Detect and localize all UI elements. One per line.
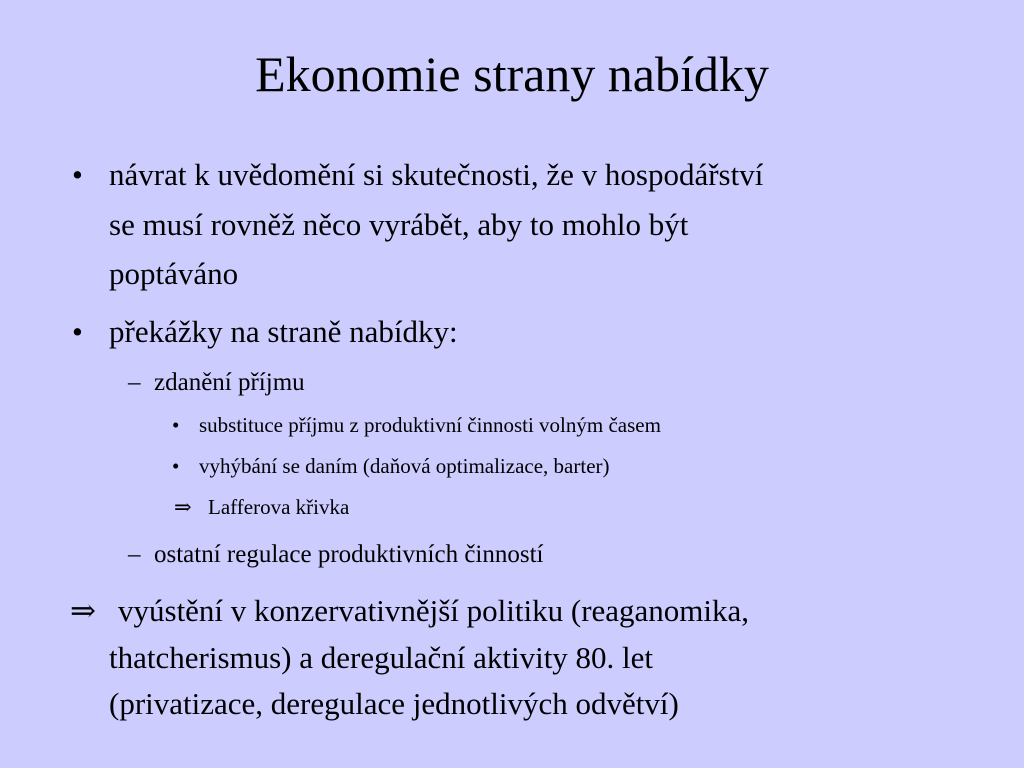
list-item-line: se musí rovněž něco vyrábět, aby to mohlo být xyxy=(109,207,689,242)
list-item-line: vyhýbání se daním (daňová optimalizace, barter) xyxy=(199,454,610,478)
list-item-line: substituce příjmu z produktivní činnosti volným časem xyxy=(199,413,661,437)
dash-icon: – xyxy=(128,369,141,396)
list-item-line: návrat k uvědomění si skutečnosti, že v hospodářství xyxy=(109,157,764,192)
list-item-line: poptáváno xyxy=(109,256,239,291)
list-item-line: překážky na straně nabídky: xyxy=(109,314,458,349)
bullet-icon: • xyxy=(72,314,83,349)
bullet-icon: • xyxy=(72,157,83,192)
bullet-icon: • xyxy=(172,413,180,437)
list-item-line: ostatní regulace produktivních činností xyxy=(154,541,544,568)
bullet-icon: • xyxy=(172,454,180,478)
list-item-line: zdanění příjmu xyxy=(154,369,305,396)
dash-icon: – xyxy=(128,541,141,568)
list-item-line: vyústění v konzervativnější politiku (reaganomika, xyxy=(118,593,750,628)
list-item-line: (privatizace, deregulace jednotlivých odvětví) xyxy=(109,686,679,721)
implies-arrow-icon: ⇒ xyxy=(70,593,96,628)
slide-title: Ekonomie strany nabídky xyxy=(255,46,769,102)
list-item-line: thatcherismus) a deregulační aktivity 80. let xyxy=(109,640,654,675)
implies-arrow-icon: ⇒ xyxy=(174,495,192,519)
list-item-line: Lafferova křivka xyxy=(208,495,350,519)
